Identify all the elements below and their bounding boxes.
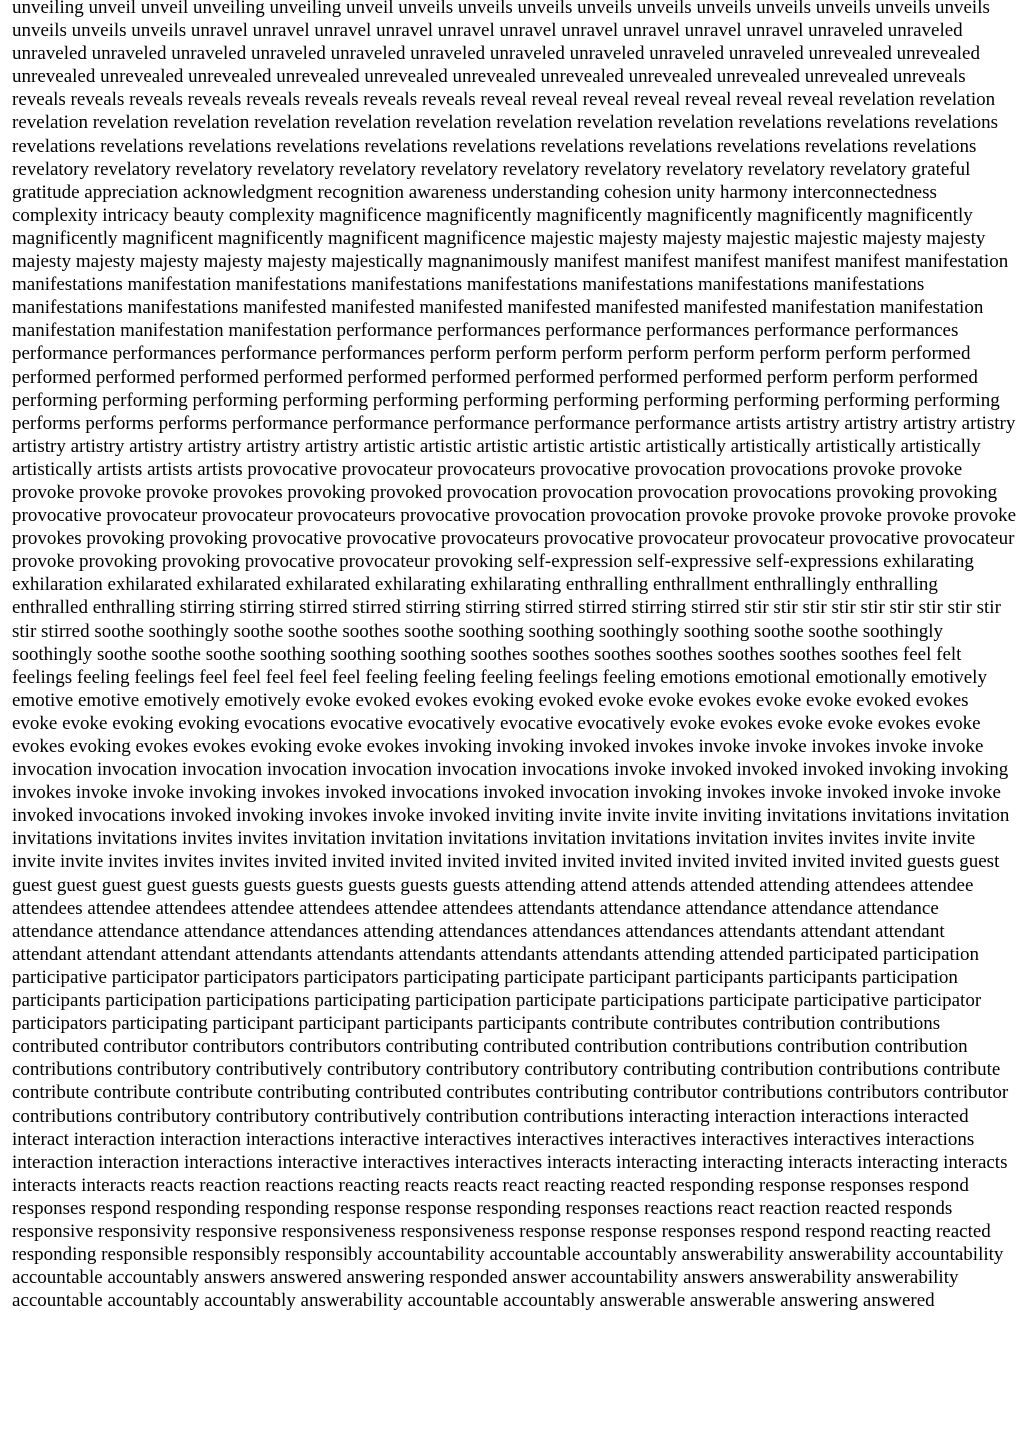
- body-text-paragraph: unveiling unveil unveil unveiling unveiling unveil unveils unveils unveils unveils unveils unveils unveils unveils unveils unveils unveils unveils unveils unravel unravel unravel unravel unravel unravel unravel unravel unravel unravel unraveled unraveled unraveled unraveled unraveled unraveled unraveled unraveled unraveled unraveled unraveled unraveled unrevealed unrevealed unrevealed unrevealed unrevealed unrevealed unrevealed unrevealed unrevealed unrevealed unrevealed unrevealed unreveals reveals reveals reveals reveals reveals reveals reveals reveals reveal reveal reveal reveal reveal reveal reveal revelation revelation revelation revelation revelation revelation revelation revelation revelation revelation revelation revelations revelations revelations revelations revelations revelations revelations revelations revelations revelations revelations revelations revelations revelations revelatory revelatory revelatory revelatory revelatory revelatory revelatory revelatory revelatory revelatory revelatory grateful gratitude appreciation acknowledgment recognition awareness understanding cohesion unity harmony interconnectedness complexity intricacy beauty complexity magnificence magnificently magnificently magnificently magnificently magnificently magnificently magnificent magnificently magnificent magnificence majestic majesty majesty majestic majestic majesty majesty majesty majesty majesty majesty majesty majestically magnanimously manifest manifest manifest manifest manifest manifestation manifestations manifestation manifestations manifestations manifestations manifestations manifestations manifestations manifestations manifestations manifested manifested manifested manifested manifested manifested manifestation manifestation manifestation manifestation manifestation performance performances performance performances performance performances performance performances performance performances perform perform perform perform perform perform perform performed performed performed performed performed performed performed performed performed performed perform perform performed performing performing performing performing performing performing performing performing performing performing performing performs performs performs performance performance performance performance performance artists artistry artistry artistry artistry artistry artistry artistry artistry artistry artistry artistic artistic artistic artistic artistic artistically artistically artistically artistically artistically artists artists artists provocative provocateur provocateurs provocative provocation provocations provoke provoke provoke provoke provoke provokes provoking provoked provocation provocation provocation provocations provoking provoking provocative provocateur provocateur provocateurs provocative provocation provocation provoke provoke provoke provoke provoke provokes provoking provoking provocative provocative provocateurs provocative provocateur provocateur provocative provocateur provoke provoking provoking provocative provocateur provoking self-expression self-expressive self-expressions exhilarating exhilaration exhilarated exhilarated exhilarated exhilarating exhilarating enthralling enthrallment enthrallingly enthralling enthralled enthralling stirring stirring stirred stirred stirring stirring stirred stirred stirring stirred stir stir stir stir stir stir stir stir stir stir stirred soothe soothingly soothe soothe soothes soothe soothing soothing soothingly soothing soothe soothe soothingly soothingly soothe soothe soothe soothing soothing soothing soothes soothes soothes soothes soothes soothes soothes feel felt feelings feeling feelings feel feel feel feel feel feeling feeling feeling feelings feeling emotions emotional emotionally emotively emotive emotive emotively emotively evoke evoked evokes evoking evoked evoke evoke evokes evoke evoke evoked evokes evoke evoke evoking evoking evocations evocative evocatively evocative evocatively evoke evokes evoke evoke evokes evoke evokes evoking evokes evokes evoking evoke evokes invoking invoking invoked invokes invoke invoke invokes invoke invoke invocation invocation invocation invocation invocation invocation invocations invoke invoked invoked invoked invoking invoking invokes invoke invoke invoking invokes invoked invocations invoked invocation invoking invokes invoke invoked invoke invoke invoked invocations invoked invoking invokes invoke invoked inviting invite invite invite inviting invitations invitations invitation invitations invitations invites invites invitation invitation invitations invitation invitations invitation invites invites invite invite invite invite invites invites invites invited invited invited invited invited invited invited invited invited invited invited guests guest guest guest guest guest guests guests guests guests guests guests attending attend attends attended attending attendees attendee attendees attendee attendees attendee attendees attendee attendees attendants attendance attendance attendance attendance attendance attendance attendance attendances attending attendances attendances attendances attendants attendant attendant attendant attendant attendant attendants attendants attendants attendants attendants attending attended participated participation participative participator participators participators participating participate participant participants participants participation participants participation participations participating participation participate participations participate participative participator participators participating participant participant participants participants contribute contributes contribution contributions contributed contributor contributors contributors contributing contributed contribution contributions contribution contribution contributions contributory contributively contributory contributory contributory contributing contribution contributions contribute contribute contribute contribute contributing contributed contributes contributing contributor contributions contributors contributor contributions contributory contributory contributively contribution contributions interacting interaction interactions interacted interact interaction interaction interactions interactive interactives interactives interactives interactives interactives interactions interaction interaction interactions interactive interactives interactives interacts interacting interacting interacts interacting interacts interacts interacts reacts reaction reactions reacting reacts reacts react reacting reacted responding response responses respond responses respond responding responding response response responding responses reactions react reaction reacted responds responsive responsivity responsive responsiveness responsiveness response response responses respond respond reacting reacted responding responsible responsibly responsibly accountability accountable accountably answerability answerability accountability accountable accountably answers answered answering responded answer accountability answers answerability answerability accountable accountably accountably answerability accountable accountably answerable answerable answering answered: [12, 0, 1017, 1312]
